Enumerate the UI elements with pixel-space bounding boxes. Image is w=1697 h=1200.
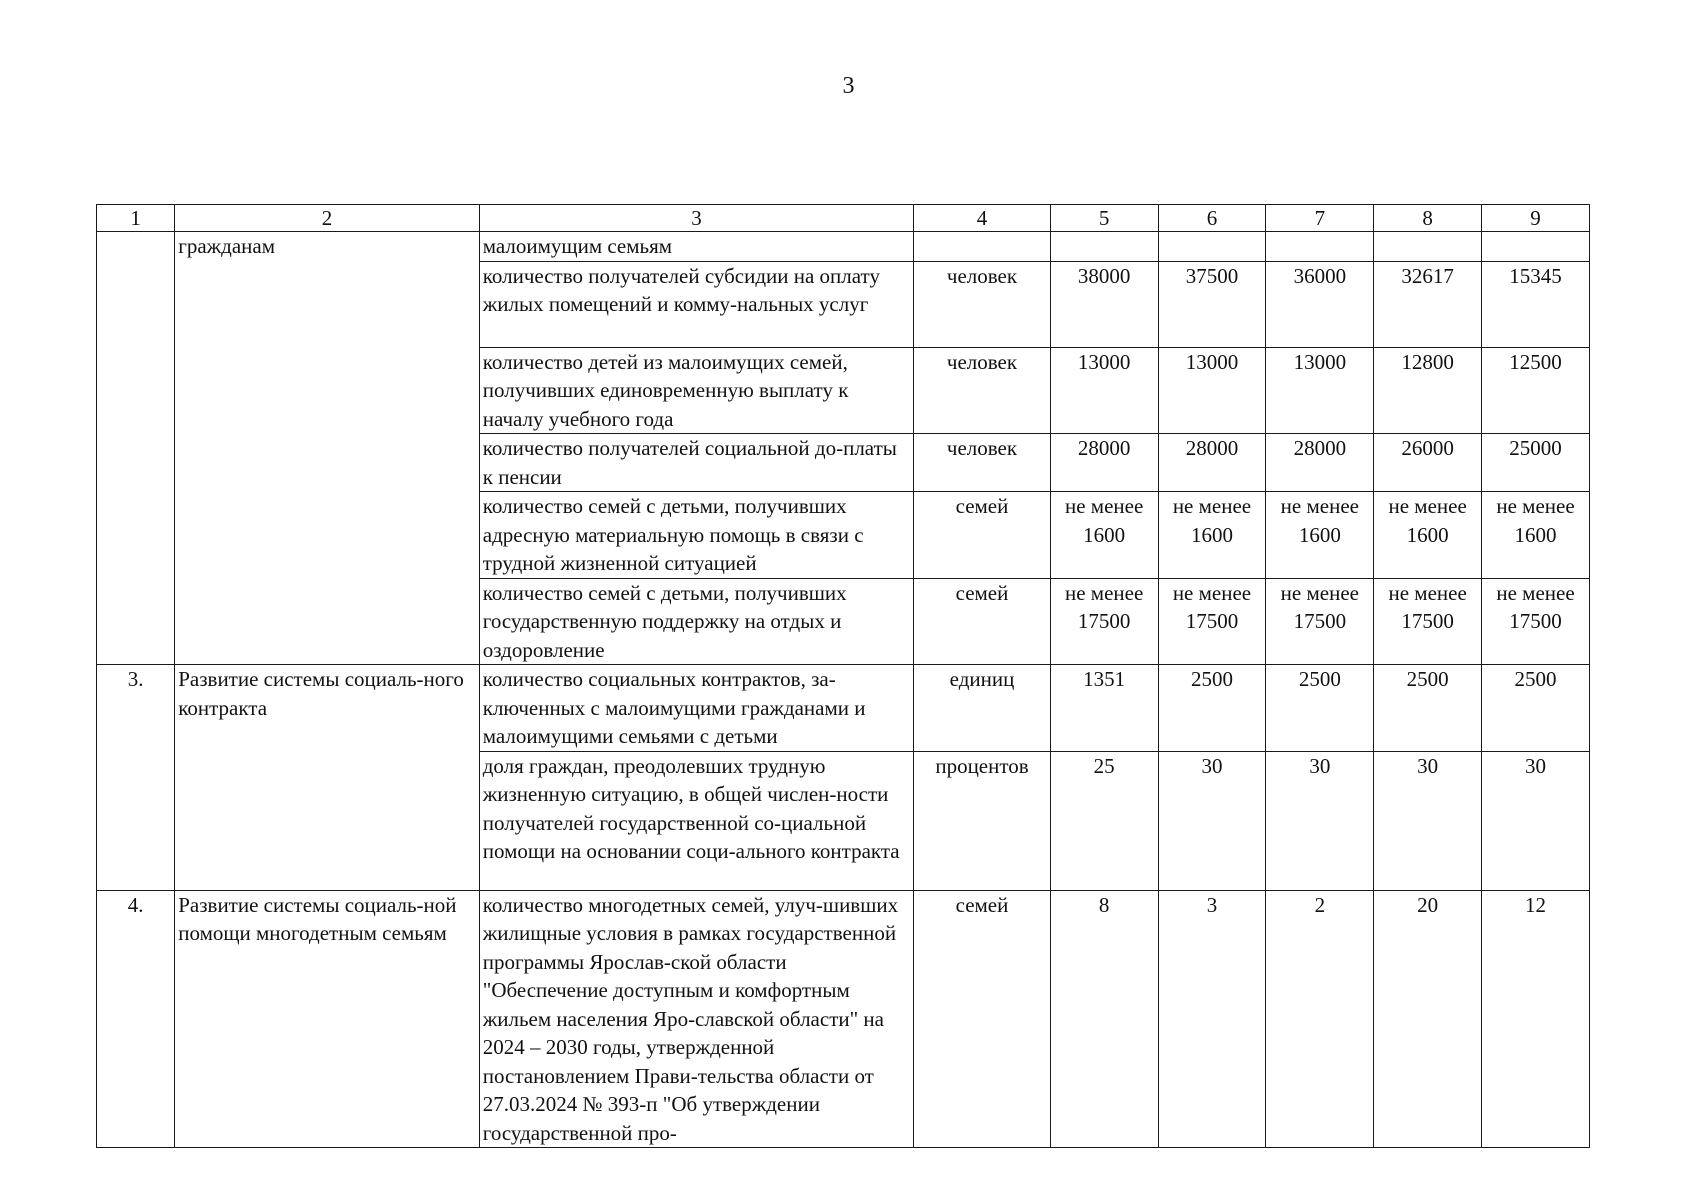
column-header: 3	[479, 205, 914, 232]
indicator-value	[1482, 578, 1590, 665]
indicator-value	[1158, 232, 1266, 262]
column-header: 8	[1374, 205, 1482, 232]
indicator-name: количество социальных контрактов, за-ключенных с малоимущими гражданами и малоимущими семьями с детьми	[479, 665, 914, 752]
value-number: 17500	[1509, 609, 1562, 633]
indicator-value: 26000	[1374, 434, 1482, 492]
indicator-value: 30	[1266, 751, 1374, 890]
indicator-value: 1351	[1050, 665, 1158, 752]
column-header: 4	[914, 205, 1050, 232]
group-name: Развитие системы социаль-ного контракта	[175, 665, 480, 891]
indicator-value: 25	[1050, 751, 1158, 890]
value-qualifier: не менее	[1064, 494, 1144, 518]
value-qualifier: не менее	[1496, 580, 1575, 605]
value-number: 1600	[1406, 522, 1449, 547]
table-row	[97, 232, 1590, 262]
group-name: Развитие системы социаль-ной помощи многодетным семьям	[175, 890, 480, 1148]
value-qualifier: не менее	[1388, 494, 1467, 518]
indicator-value: 30	[1158, 751, 1266, 890]
indicator-value: 13000	[1158, 347, 1266, 434]
indicator-value: 28000	[1050, 434, 1158, 492]
indicator-value: 36000	[1266, 261, 1374, 347]
indicator-unit: семей	[914, 890, 1050, 1148]
value-number: 17500	[1185, 609, 1239, 633]
value-number: 17500	[1077, 609, 1131, 633]
indicator-value	[1374, 232, 1482, 262]
indicator-value: 12	[1482, 890, 1590, 1148]
value-number: 17500	[1293, 609, 1347, 633]
indicator-value: 12500	[1482, 347, 1590, 434]
indicator-name: количество детей из малоимущих семей, получивших единовременную выплату к началу учебного года	[479, 347, 914, 434]
indicator-unit: человек	[914, 347, 1050, 434]
indicator-name: количество семей с детьми, получивших государственную поддержку на отдых и оздоровление	[479, 578, 914, 665]
value-number: 1600	[1083, 522, 1126, 547]
indicator-value: 3	[1158, 890, 1266, 1148]
indicators-table	[96, 204, 1590, 1148]
value-qualifier: не менее	[1280, 580, 1359, 605]
indicator-value: 2500	[1266, 665, 1374, 752]
indicator-value: 12800	[1374, 347, 1482, 434]
indicator-value: 28000	[1266, 434, 1374, 492]
value-qualifier: не менее	[1064, 580, 1144, 605]
value-qualifier: не менее	[1172, 580, 1252, 605]
indicator-unit: человек	[914, 261, 1050, 347]
column-number-row	[97, 205, 1590, 232]
indicator-value	[1158, 492, 1266, 579]
indicator-name: количество получателей социальной до-платы к пенсии	[479, 434, 914, 492]
indicator-name: количество получателей субсидии на оплату жилых помещений и комму-нальных услуг	[479, 261, 914, 347]
indicator-value: 2500	[1482, 665, 1590, 752]
indicator-name: количество многодетных семей, улуч-шивших жилищные условия в рамках государственной программы Ярослав-ской области "Обеспечение доступным и комфортным жильем населения Яро-славской области" на 2024 – 2030 годы, утвержденной постановлением Прави-тельства области от 27.03.2024 № 393-п "Об утверждении государственной про-	[479, 890, 914, 1148]
value-number: 1600	[1190, 522, 1233, 547]
indicator-value: 30	[1482, 751, 1590, 890]
indicator-value: 30	[1374, 751, 1482, 890]
indicator-value: 8	[1050, 890, 1158, 1148]
column-header: 9	[1482, 205, 1590, 232]
indicator-unit	[914, 232, 1050, 262]
value-number: 1600	[1514, 522, 1557, 547]
group-number	[97, 232, 175, 665]
indicator-unit: человек	[914, 434, 1050, 492]
indicator-value: 2	[1266, 890, 1374, 1148]
indicator-name: доля граждан, преодолевших трудную жизненную ситуацию, в общей числен-ности получателей государственной со-циальной помощи на основании соци-ального контракта	[479, 751, 914, 890]
table-row	[97, 890, 1590, 1148]
group-number: 3.	[97, 665, 175, 891]
group-name: гражданам	[175, 232, 480, 665]
indicator-value	[1374, 578, 1482, 665]
indicator-value	[1482, 492, 1590, 579]
indicator-value	[1050, 578, 1158, 665]
group-number: 4.	[97, 890, 175, 1148]
value-number: 17500	[1401, 609, 1454, 633]
indicator-value	[1266, 232, 1374, 262]
column-header: 5	[1050, 205, 1158, 232]
indicator-value	[1050, 232, 1158, 262]
indicator-unit: семей	[914, 578, 1050, 665]
indicator-value: 2500	[1158, 665, 1266, 752]
indicator-value: 28000	[1158, 434, 1266, 492]
indicator-name: малоимущим семьям	[479, 232, 914, 262]
page-number: 3	[842, 73, 855, 99]
value-qualifier: не менее	[1280, 494, 1359, 518]
indicator-value: 37500	[1158, 261, 1266, 347]
indicator-value: 13000	[1266, 347, 1374, 434]
indicator-value	[1266, 492, 1374, 579]
indicator-value: 32617	[1374, 261, 1482, 347]
value-qualifier: не менее	[1172, 494, 1252, 518]
column-header: 6	[1158, 205, 1266, 232]
indicator-value	[1158, 578, 1266, 665]
indicator-value: 25000	[1482, 434, 1590, 492]
indicator-unit: единиц	[914, 665, 1050, 752]
indicator-unit: процентов	[914, 751, 1050, 890]
indicator-value: 13000	[1050, 347, 1158, 434]
column-header: 7	[1266, 205, 1374, 232]
indicator-value	[1266, 578, 1374, 665]
table-row	[97, 665, 1590, 752]
indicator-value	[1374, 492, 1482, 579]
value-qualifier: не менее	[1496, 494, 1575, 518]
value-qualifier: не менее	[1388, 580, 1467, 605]
indicator-value: 2500	[1374, 665, 1482, 752]
column-header: 2	[175, 205, 480, 232]
indicator-name: количество семей с детьми, получивших адресную материальную помощь в связи с трудной жизненной ситуацией	[479, 492, 914, 579]
indicator-value: 20	[1374, 890, 1482, 1148]
indicator-value	[1050, 492, 1158, 579]
value-number: 1600	[1298, 522, 1341, 547]
indicator-value: 15345	[1482, 261, 1590, 347]
indicator-value	[1482, 232, 1590, 262]
indicator-unit: семей	[914, 492, 1050, 579]
indicator-value: 38000	[1050, 261, 1158, 347]
column-header: 1	[97, 205, 175, 232]
